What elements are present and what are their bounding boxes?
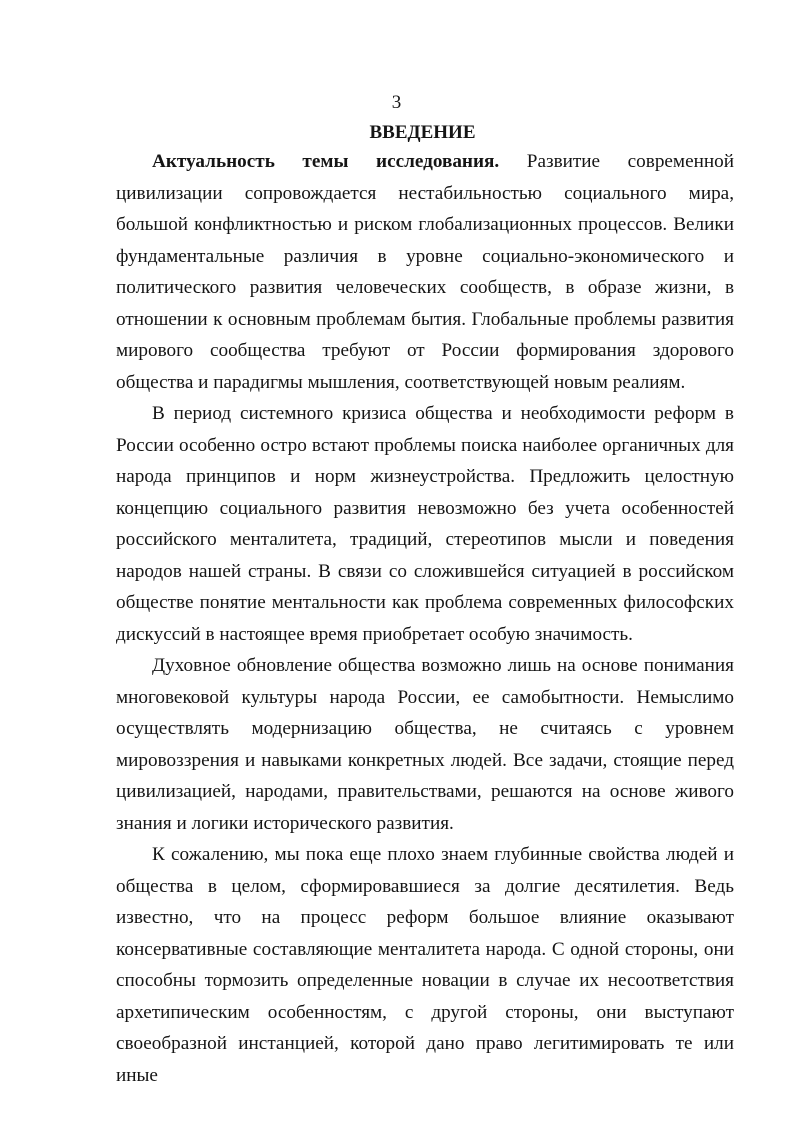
page-number: 3 [391,92,402,113]
paragraph-spiritual-renewal: Духовное обновление общества возможно лишь на основе понимания многовековой культуры народа России, ее самобытности. Немыслимо осуществлять модернизацию общества, не считаясь с уровнем мировоззрения и навыками конкретных людей. Все задачи, стоящие перед цивилизацией, народами, правительствами, решаются на основе живого знания и логики исторического развития. [116,655,734,834]
paragraph-relevance [116,146,734,398]
paragraph-text: Развитие современной цивилизации сопровождается нестабильностью социального мира, большой конфликтностью и риском глобализационных процессов. Велики фундаментальные различия в уровне социально-экономического и политического развития человеческих сообществ, в образе жизни, в отношении к основным проблемам бытия. Глобальные проблемы развития мирового сообщества требуют от России формирования здорового общества и парадигмы мышления, соответствующей новым реалиям. [116,151,734,393]
paragraph-crisis: В период системного кризиса общества и необходимости реформ в России особенно остро встают проблемы поиска наиболее органичных для народа принципов и норм жизнеустройства. Предложить целостную концепцию социального развития невозможно без учета особенностей российского менталитета, традиций, стереотипов мысли и поведения народов нашей страны. В связи со сложившейся ситуацией в российском обществе понятие ментальности как проблема современных философских дискуссий в настоящее время приобретает особую значимость. [116,403,734,645]
body-text [116,146,734,1091]
paragraph-mentality: К сожалению, мы пока еще плохо знаем глубинные свойства людей и общества в целом, сформировавшиеся за долгие десятилетия. Ведь известно, что на процесс реформ большое влияние оказывают консервативные составляющие менталитета народа. С одной стороны, они способны тормозить определенные новации в случае их несоответствия архетипическим особенностям, с другой стороны, они выступают своеобразной инстанцией, которой дано право легитимировать те или иные [116,844,734,1086]
paragraph-lead: Актуальность темы исследования. [152,151,500,172]
section-heading: ВВЕДЕНИЕ [369,122,476,143]
